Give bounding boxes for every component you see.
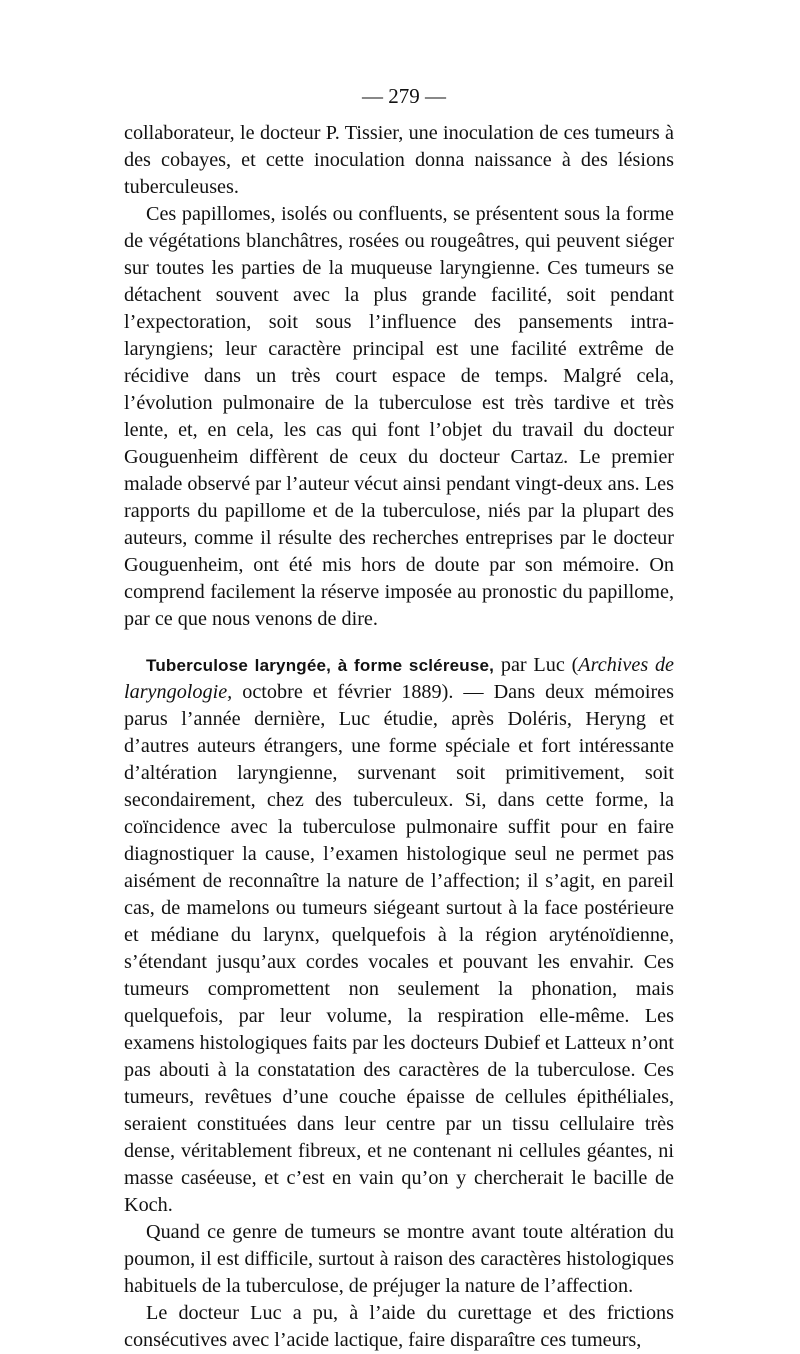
paragraph-continuation: collaborateur, le docteur P. Tissier, une inoculation de ces tumeurs à des cobayes, et cette inoculation donna naissance à des lésions tuberculeuses. [124, 122, 674, 198]
section-heading: Tuberculose laryngée, à forme scléreuse, [146, 656, 495, 675]
paragraph-papillomes: Ces papillomes, isolés ou confluents, se présentent sous la forme de végétations blanchâtres, rosées ou rougeâtres, qui peuvent siéger sur toutes les parties de la muqueuse laryngienne. Ces tumeurs se détachent souvent avec la plus grande facilité, soit pendant l’expectoration, soit sous l’influence des pansements intra-laryngiens; leur caractère principal est une facilité extrême de récidive dans un très court espace de temps. Malgré cela, l’évolution pulmonaire de la tuberculose est très tardive et très lente, et, en cela, les cas qui font l’objet du travail du docteur Gouguenheim diffèrent de ceux du docteur Cartaz. Le premier malade observé par l’auteur vécut ainsi pendant vingt-deux ans. Les rapports du papillome et de la tuberculose, niés par la plupart des auteurs, comme il résulte des recherches entreprises par le docteur Gouguenheim, ont été mis hors de doute par son mémoire. On comprend facilement la réserve imposée au pronostic du papillome, par ce que nous venons de dire. [124, 203, 674, 630]
paragraph-luc: Le docteur Luc a pu, à l’aide du curettage et des frictions consécutives avec l’acide lactique, faire disparaître ces tumeurs, [124, 1302, 674, 1351]
section-source: Archives de laryngologie, [124, 654, 674, 703]
paragraph-quand: Quand ce genre de tumeurs se montre avant toute altération du poumon, il est difficile, surtout à raison des caractères histologiques habituels de la tuberculose, de préjuger la nature de l’affection. [124, 1221, 674, 1297]
section-lead: par Luc ( [494, 654, 579, 676]
section-body: octobre et février 1889). — Dans deux mémoires parus l’année dernière, Luc étudie, après Doléris, Heryng et d’autres auteurs étrangers, une forme spéciale et fort intéressante d’altération laryngienne, survenant soit primitivement, soit secondairement, chez des tuberculeux. Si, dans cette forme, la coïncidence avec la tuberculose pulmonaire suffit pour en faire diagnostiquer la cause, l’examen histologique seul ne permet pas aisément de reconnaître la nature de l’affection; il s’agit, en pareil cas, de mamelons ou tumeurs siégeant surtout à la face postérieure et médiane du larynx, quelquefois à la région aryténoïdienne, s’étendant jusqu’aux cordes vocales et pouvant les envahir. Ces tumeurs compromettent non seulement la phonation, mais quelquefois, par leur volume, la respiration elle-même. Les examens histologiques faits par les docteurs Dubief et Latteux n’ont pas abouti à la constatation des caractères de la tuberculose. Ces tumeurs, revêtues d’une couche épaisse de cellules épithéliales, seraient constituées dans leur centre par un tissu cellulaire très dense, véritablement fibreux, et ne contenant ni cellules géantes, ni masse caséeuse, et c’est en vain qu’on y chercherait le bacille de Koch. [124, 681, 674, 1216]
book-page [124, 84, 674, 1354]
section-tuberculose-laryngee [124, 652, 674, 1219]
page-number: — 279 — [362, 84, 446, 108]
